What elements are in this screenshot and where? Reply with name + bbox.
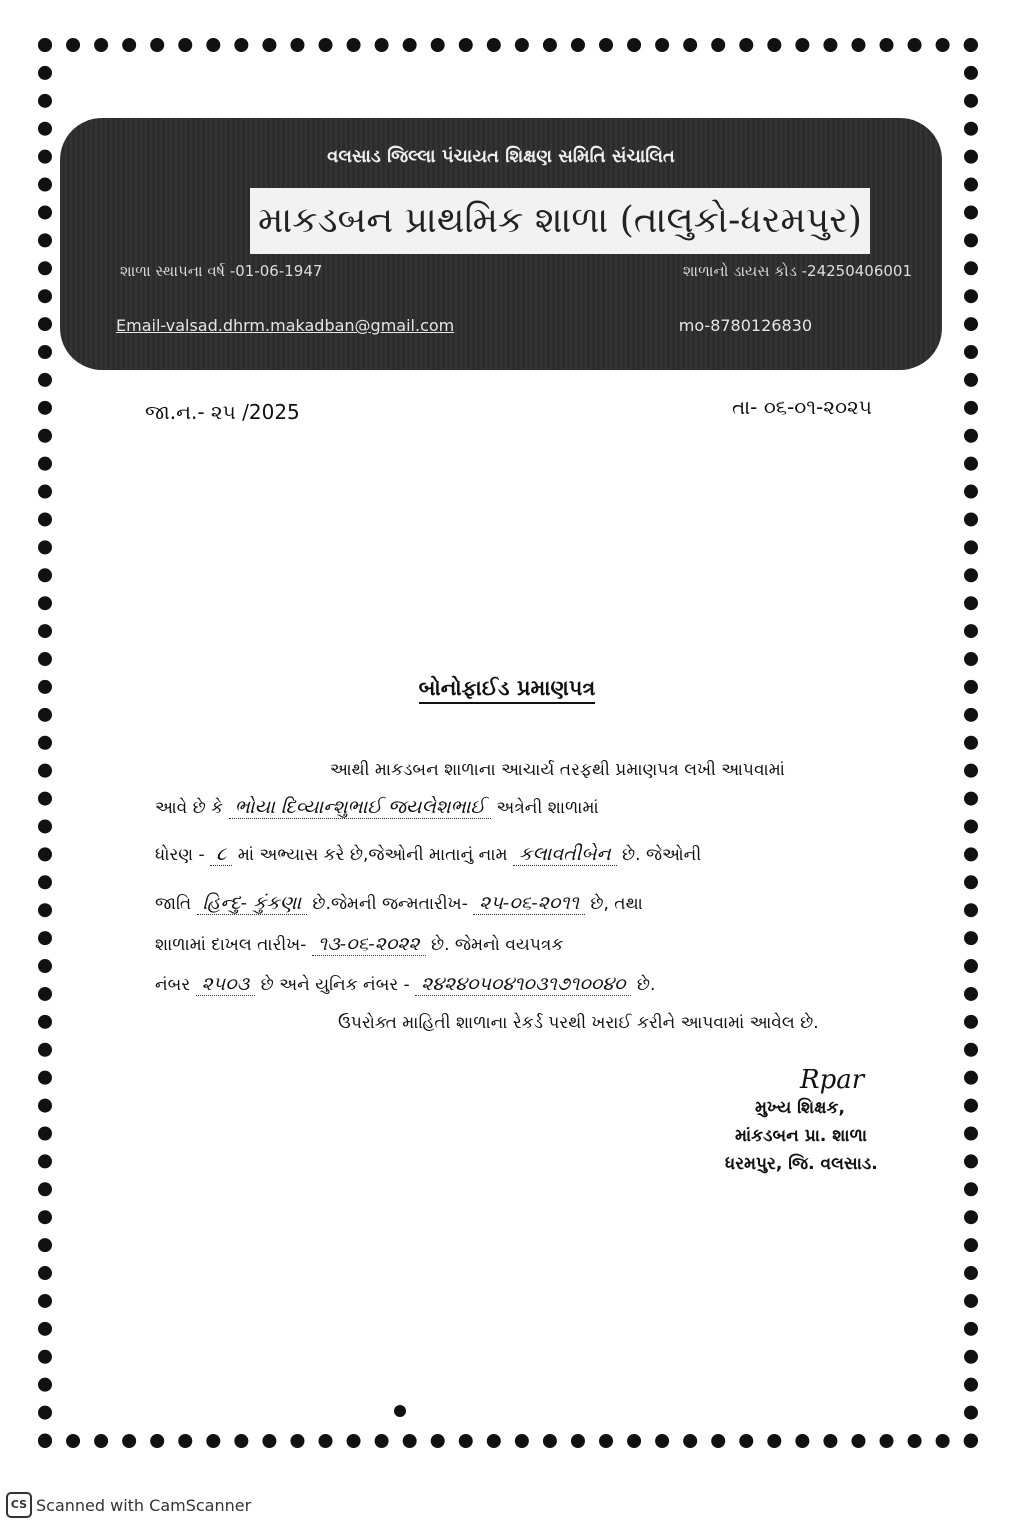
certificate-title: બોનોફાઈડ પ્રમાણપત્ર [0, 676, 1014, 701]
letterhead-subtitle: વલસાડ જિલ્લા પંચાયત શિક્ષણ સમિતિ સંચાલિત [327, 146, 675, 167]
signatory-place: ધરમપુર, જિ. વલસાડ. [725, 1154, 878, 1174]
scanner-text: Scanned with CamScanner [36, 1495, 252, 1515]
body-line-2: આવે છે કે ભોયા દિવ્યાન્શુભાઈ જયલેશભાઈ અત્રેની શાળામાં [155, 796, 599, 818]
body-line-4: જાતિ હિન્દુ- કુંકણા છે.જેમની જન્મતારીખ- ૨૫-૦૬-૨૦૧૧ છે, તથા [155, 892, 643, 914]
issue-date: તા- ૦૬-૦૧-૨૦૨૫ [732, 395, 872, 419]
punch-dot [394, 1405, 406, 1417]
school-mobile: mo-8780126830 [678, 316, 812, 335]
birth-date: ૨૫-૦૬-૨૦૧૧ [473, 892, 585, 915]
body-line-6: નંબર ૨૫૦૩ છે અને યુનિક નંબર - ૨૪૨૪૦૫૦૪૧૦૩૧૭૧૦૦૪૦ છે. [155, 973, 656, 995]
school-name: માકડબન પ્રાથમિક શાળા (તાલુકો-ધરમપુર) [250, 188, 870, 254]
scanner-watermark [6, 1492, 251, 1518]
udise-code: શાળાનો ડાયસ કોડ -24250406001 [682, 262, 912, 280]
school-email: Email-valsad.dhrm.makadban@gmail.com [116, 316, 455, 335]
signature-mark: Rpar [800, 1065, 865, 1095]
caste-value: હિન્દુ- કુંકણા [197, 892, 307, 915]
camscanner-icon: CS [6, 1492, 32, 1518]
standard-value: ૮ [210, 843, 232, 866]
signatory-school: માંકડબન પ્રા. શાળા [735, 1126, 868, 1146]
established-year: શાળા સ્થાપના વર્ષ -01-06-1947 [120, 262, 323, 280]
body-line-5: શાળામાં દાખલ તારીખ- ૧૩-૦૬-૨૦૨૨ છે. જેમનો વયપત્રક [155, 933, 564, 955]
admission-date: ૧૩-૦૬-૨૦૨૨ [312, 933, 426, 956]
signatory-title: મુખ્ય શિક્ષક, [755, 1098, 845, 1118]
body-line-1: આથી માકડબન શાળાના આચાર્ય તરફથી પ્રમાણપત્ર લખી આપવામાં [330, 760, 785, 780]
register-number: ૨૫૦૩ [196, 973, 256, 996]
unique-number: ૨૪૨૪૦૫૦૪૧૦૩૧૭૧૦૦૪૦ [415, 973, 631, 996]
letterhead-banner [60, 118, 942, 370]
student-name: ભોયા દિવ્યાન્શુભાઈ જયલેશભાઈ [229, 796, 491, 819]
mother-name: કલાવતીબેન [513, 843, 617, 866]
body-line-3: ધોરણ - ૮ માં અભ્યાસ કરે છે,જેઓની માતાનું નામ કલાવતીબેન છે. જેઓની [155, 843, 702, 865]
body-line-7: ઉપરોક્ત માહિતી શાળાના રેકર્ડ પરથી ખરાઈ કરીને આપવામાં આવેલ છે. [338, 1013, 819, 1033]
reference-number: જા.ન.- ૨૫ /2025 [145, 400, 300, 424]
